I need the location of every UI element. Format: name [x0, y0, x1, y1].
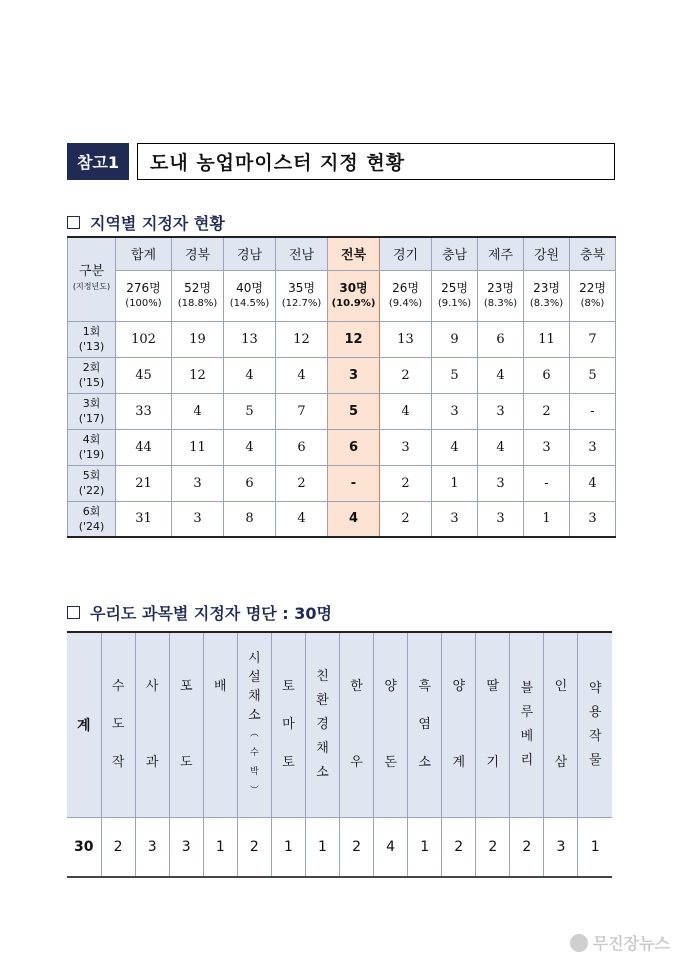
- count-value: 35명: [288, 280, 315, 295]
- round-cell: [68, 321, 116, 357]
- count-value: 23명: [487, 280, 514, 295]
- round-cell: [68, 357, 116, 393]
- watermark-text: 무진장뉴스: [592, 934, 670, 953]
- subject-char: ︵: [249, 728, 259, 739]
- subject-header-6: [305, 632, 339, 817]
- value-cell: 4: [328, 501, 380, 537]
- column-count-2: [224, 270, 276, 321]
- value-cell: 2: [380, 501, 432, 537]
- subject-char: 환: [316, 692, 329, 708]
- table-row: [68, 501, 616, 537]
- percent-value: (12.7%): [281, 297, 322, 309]
- count-value: 26명: [392, 280, 419, 295]
- subject-name: [476, 675, 509, 775]
- percent-value: (9.4%): [388, 297, 423, 309]
- value-cell: 4: [478, 357, 524, 393]
- row-header-label: 구분: [78, 264, 105, 280]
- total-value-cell: 30: [67, 817, 101, 877]
- subject-char: 과: [145, 754, 159, 770]
- column-count-7: [478, 270, 524, 321]
- subject-header-row: [67, 632, 612, 817]
- subject-char: 토: [282, 754, 295, 770]
- row-header-cell: [68, 237, 116, 321]
- round-cell: [68, 465, 116, 501]
- value-cell: 3: [380, 429, 432, 465]
- value-cell: 11: [172, 429, 224, 465]
- value-cell: 19: [172, 321, 224, 357]
- percent-value: (10.9%): [331, 297, 376, 309]
- value-cell: -: [570, 393, 616, 429]
- column-count-6: [432, 270, 478, 321]
- subject-char: 리: [520, 752, 534, 768]
- subject-header-4: [237, 632, 271, 817]
- subject-char: 물: [588, 752, 602, 768]
- subject-char: 루: [520, 704, 534, 720]
- round-cell: [68, 501, 116, 537]
- subject-value-6: 1: [305, 817, 339, 877]
- subject-value-8: 4: [374, 817, 408, 877]
- value-cell: 3: [478, 501, 524, 537]
- subject-header-12: [510, 632, 544, 817]
- subject-value-0: 2: [101, 817, 135, 877]
- round-year: ('24): [78, 519, 105, 533]
- subject-value-7: 2: [340, 817, 374, 877]
- table-row: [68, 357, 616, 393]
- column-header-1: 경북: [172, 237, 224, 270]
- value-cell: 4: [276, 501, 328, 537]
- subject-name: [306, 665, 339, 785]
- subject-name: [136, 675, 169, 775]
- count-value: 22명: [579, 280, 606, 295]
- subject-char: 블: [520, 680, 534, 696]
- table-row: [68, 465, 616, 501]
- column-header-9: 충북: [570, 237, 616, 270]
- value-cell: 3: [478, 465, 524, 501]
- value-cell: 4: [276, 357, 328, 393]
- value-cell: 12: [328, 321, 380, 357]
- subject-char: 수: [111, 678, 125, 694]
- value-cell: 2: [380, 465, 432, 501]
- subject-header-8: [374, 632, 408, 817]
- subject-name: [170, 675, 203, 775]
- column-header-6: 충남: [432, 237, 478, 270]
- subject-value-5: 1: [271, 817, 305, 877]
- value-cell: 4: [380, 393, 432, 429]
- subject-char: 양: [384, 678, 397, 694]
- subject-header-5: [271, 632, 305, 817]
- subject-name: [238, 649, 271, 801]
- value-cell: 1: [432, 465, 478, 501]
- table-row: [68, 321, 616, 357]
- watermark: [570, 931, 670, 954]
- subject-value-11: 2: [476, 817, 510, 877]
- percent-value: (14.5%): [229, 297, 270, 309]
- value-cell: 7: [570, 321, 616, 357]
- subject-char: 작: [588, 728, 602, 744]
- value-cell: 3: [172, 501, 224, 537]
- subject-char: 약: [588, 680, 602, 696]
- value-cell: 13: [224, 321, 276, 357]
- subject-char: 딸: [486, 678, 500, 694]
- value-cell: 4: [224, 429, 276, 465]
- subject-name: [510, 677, 543, 773]
- square-bullet-icon: [67, 216, 80, 229]
- percent-value: (8.3%): [483, 297, 518, 309]
- value-cell: 11: [524, 321, 570, 357]
- subject-header-10: [442, 632, 476, 817]
- subject-char: ︶: [249, 785, 259, 796]
- column-header-4: 전북: [328, 237, 380, 270]
- subject-char: 경: [316, 716, 329, 732]
- value-cell: 45: [116, 357, 172, 393]
- subject-char: 수: [249, 747, 259, 758]
- subject-name: [374, 675, 407, 775]
- value-cell: 21: [116, 465, 172, 501]
- section-heading-text: 우리도 과목별 지정자 명단 : 30명: [90, 604, 332, 623]
- column-count-3: [276, 270, 328, 321]
- value-cell: 3: [570, 429, 616, 465]
- subject-char: 배: [214, 678, 227, 694]
- section-heading-region: [67, 211, 225, 234]
- subject-name: [272, 675, 305, 775]
- subject-char: 우: [350, 754, 363, 770]
- value-cell: 12: [172, 357, 224, 393]
- value-cell: 1: [524, 501, 570, 537]
- subject-char: 박: [249, 766, 259, 777]
- subject-char: 소: [418, 754, 431, 770]
- percent-value: (18.8%): [177, 297, 218, 309]
- value-cell: 8: [224, 501, 276, 537]
- round-label: 5회: [82, 469, 101, 482]
- column-count-1: [172, 270, 224, 321]
- subject-char: 시: [248, 650, 261, 666]
- watermark-logo-icon: [570, 934, 588, 952]
- subject-char: 포: [179, 678, 193, 694]
- value-cell: 3: [432, 393, 478, 429]
- value-cell: 31: [116, 501, 172, 537]
- column-count-4: [328, 270, 380, 321]
- value-cell: 5: [432, 357, 478, 393]
- subject-value-1: 3: [135, 817, 169, 877]
- value-cell: 2: [276, 465, 328, 501]
- subject-char: 삼: [554, 754, 568, 770]
- value-cell: 4: [432, 429, 478, 465]
- percent-value: (8%): [580, 297, 605, 309]
- subject-char: 친: [316, 668, 329, 684]
- value-cell: 3: [328, 357, 380, 393]
- subject-char: 채: [316, 740, 329, 756]
- subject-name: [408, 675, 441, 775]
- page-title: 도내 농업마이스터 지정 현황: [137, 143, 615, 180]
- subject-header-1: [135, 632, 169, 817]
- subject-char: 마: [282, 716, 295, 732]
- table-row: [68, 393, 616, 429]
- round-year: ('22): [78, 484, 105, 497]
- column-header-8: 강원: [524, 237, 570, 270]
- percent-value: (100%): [125, 297, 162, 309]
- value-cell: 5: [224, 393, 276, 429]
- subject-header-0: [101, 632, 135, 817]
- subject-header-2: [169, 632, 203, 817]
- round-year: ('13): [78, 340, 105, 353]
- round-label: 1회: [82, 325, 101, 338]
- value-cell: 3: [478, 393, 524, 429]
- value-cell: 3: [570, 501, 616, 537]
- subject-value-12: 2: [510, 817, 544, 877]
- subject-value-14: 1: [578, 817, 612, 877]
- subject-header-13: [544, 632, 578, 817]
- reference-header: [67, 143, 615, 180]
- column-count-5: [380, 270, 432, 321]
- count-value: 25명: [441, 280, 468, 295]
- subject-char: 사: [145, 678, 159, 694]
- subject-char: 베: [520, 728, 534, 744]
- column-header-7: 제주: [478, 237, 524, 270]
- column-count-0: [116, 270, 172, 321]
- subject-char: 계: [452, 754, 465, 770]
- subject-header-14: [578, 632, 612, 817]
- table-row: [68, 429, 616, 465]
- subject-char: 용: [588, 704, 602, 720]
- subject-char: 흑: [418, 678, 431, 694]
- round-cell: [68, 393, 116, 429]
- value-cell: 4: [224, 357, 276, 393]
- section-heading-text: 지역별 지정자 현황: [90, 214, 225, 233]
- column-count-9: [570, 270, 616, 321]
- subject-header-3: [203, 632, 237, 817]
- subject-char: 기: [486, 754, 500, 770]
- count-value: 40명: [236, 280, 263, 295]
- value-cell: 13: [380, 321, 432, 357]
- value-cell: 5: [570, 357, 616, 393]
- section-heading-subject: [67, 601, 332, 624]
- value-cell: 6: [328, 429, 380, 465]
- subject-char: 소: [248, 707, 261, 723]
- value-cell: 7: [276, 393, 328, 429]
- value-cell: 6: [224, 465, 276, 501]
- count-value: 52명: [184, 280, 211, 295]
- value-cell: -: [328, 465, 380, 501]
- subject-char: 염: [418, 716, 431, 732]
- round-cell: [68, 429, 116, 465]
- row-header-sublabel: (지정년도): [72, 282, 111, 292]
- value-cell: 6: [524, 357, 570, 393]
- subject-header-7: [340, 632, 374, 817]
- subject-char: 설: [248, 669, 261, 685]
- subject-char: 양: [452, 678, 465, 694]
- value-cell: 3: [524, 429, 570, 465]
- subject-value-3: 1: [203, 817, 237, 877]
- subject-name: [544, 675, 577, 775]
- count-value: 30명: [339, 280, 368, 295]
- square-bullet-icon: [67, 606, 80, 619]
- subject-value-4: 2: [237, 817, 271, 877]
- count-value: 276명: [126, 280, 161, 295]
- subject-value-13: 3: [544, 817, 578, 877]
- value-cell: 102: [116, 321, 172, 357]
- subject-header-11: [476, 632, 510, 817]
- value-cell: 2: [524, 393, 570, 429]
- subject-header-9: [408, 632, 442, 817]
- total-label-cell: 계: [67, 632, 101, 817]
- value-cell: 4: [478, 429, 524, 465]
- table-header-row: [68, 237, 616, 270]
- value-cell: 4: [172, 393, 224, 429]
- round-year: ('19): [78, 448, 105, 461]
- subject-char: 토: [282, 678, 295, 694]
- percent-value: (9.1%): [437, 297, 472, 309]
- table-count-row: [68, 270, 616, 321]
- value-cell: 12: [276, 321, 328, 357]
- value-cell: 3: [172, 465, 224, 501]
- subject-value-9: 1: [408, 817, 442, 877]
- subject-char: 소: [316, 764, 329, 780]
- subject-name: [102, 675, 135, 775]
- subject-char: 도: [179, 754, 193, 770]
- round-year: ('17): [78, 412, 105, 425]
- column-header-2: 경남: [224, 237, 276, 270]
- round-label: 6회: [82, 504, 101, 518]
- subject-char: 돈: [384, 754, 397, 770]
- value-cell: 33: [116, 393, 172, 429]
- round-label: 3회: [82, 397, 101, 410]
- value-cell: 5: [328, 393, 380, 429]
- value-cell: 2: [380, 357, 432, 393]
- value-cell: 3: [432, 501, 478, 537]
- subject-char: 한: [350, 678, 363, 694]
- value-cell: 44: [116, 429, 172, 465]
- round-year: ('15): [78, 376, 105, 389]
- subject-char: 작: [111, 754, 125, 770]
- reference-badge: 참고1: [67, 143, 129, 180]
- percent-value: (8.3%): [529, 297, 564, 309]
- subject-designee-table: [67, 631, 612, 878]
- column-count-8: [524, 270, 570, 321]
- subject-value-2: 3: [169, 817, 203, 877]
- subject-char: 채: [248, 688, 261, 704]
- column-header-5: 경기: [380, 237, 432, 270]
- value-cell: 6: [478, 321, 524, 357]
- round-label: 2회: [82, 361, 101, 374]
- subject-name: [442, 675, 475, 775]
- count-value: 23명: [533, 280, 560, 295]
- subject-char: 인: [554, 678, 568, 694]
- subject-name: [578, 677, 612, 773]
- round-label: 4회: [82, 433, 101, 446]
- subject-value-10: 2: [442, 817, 476, 877]
- value-cell: 9: [432, 321, 478, 357]
- column-header-3: 전남: [276, 237, 328, 270]
- value-cell: 6: [276, 429, 328, 465]
- subject-char: 도: [111, 716, 125, 732]
- region-designee-table: [67, 236, 616, 538]
- column-header-0: 합계: [116, 237, 172, 270]
- subject-name: [204, 675, 237, 775]
- value-cell: 4: [570, 465, 616, 501]
- subject-name: [340, 675, 373, 775]
- subject-value-row: [67, 817, 612, 877]
- value-cell: -: [524, 465, 570, 501]
